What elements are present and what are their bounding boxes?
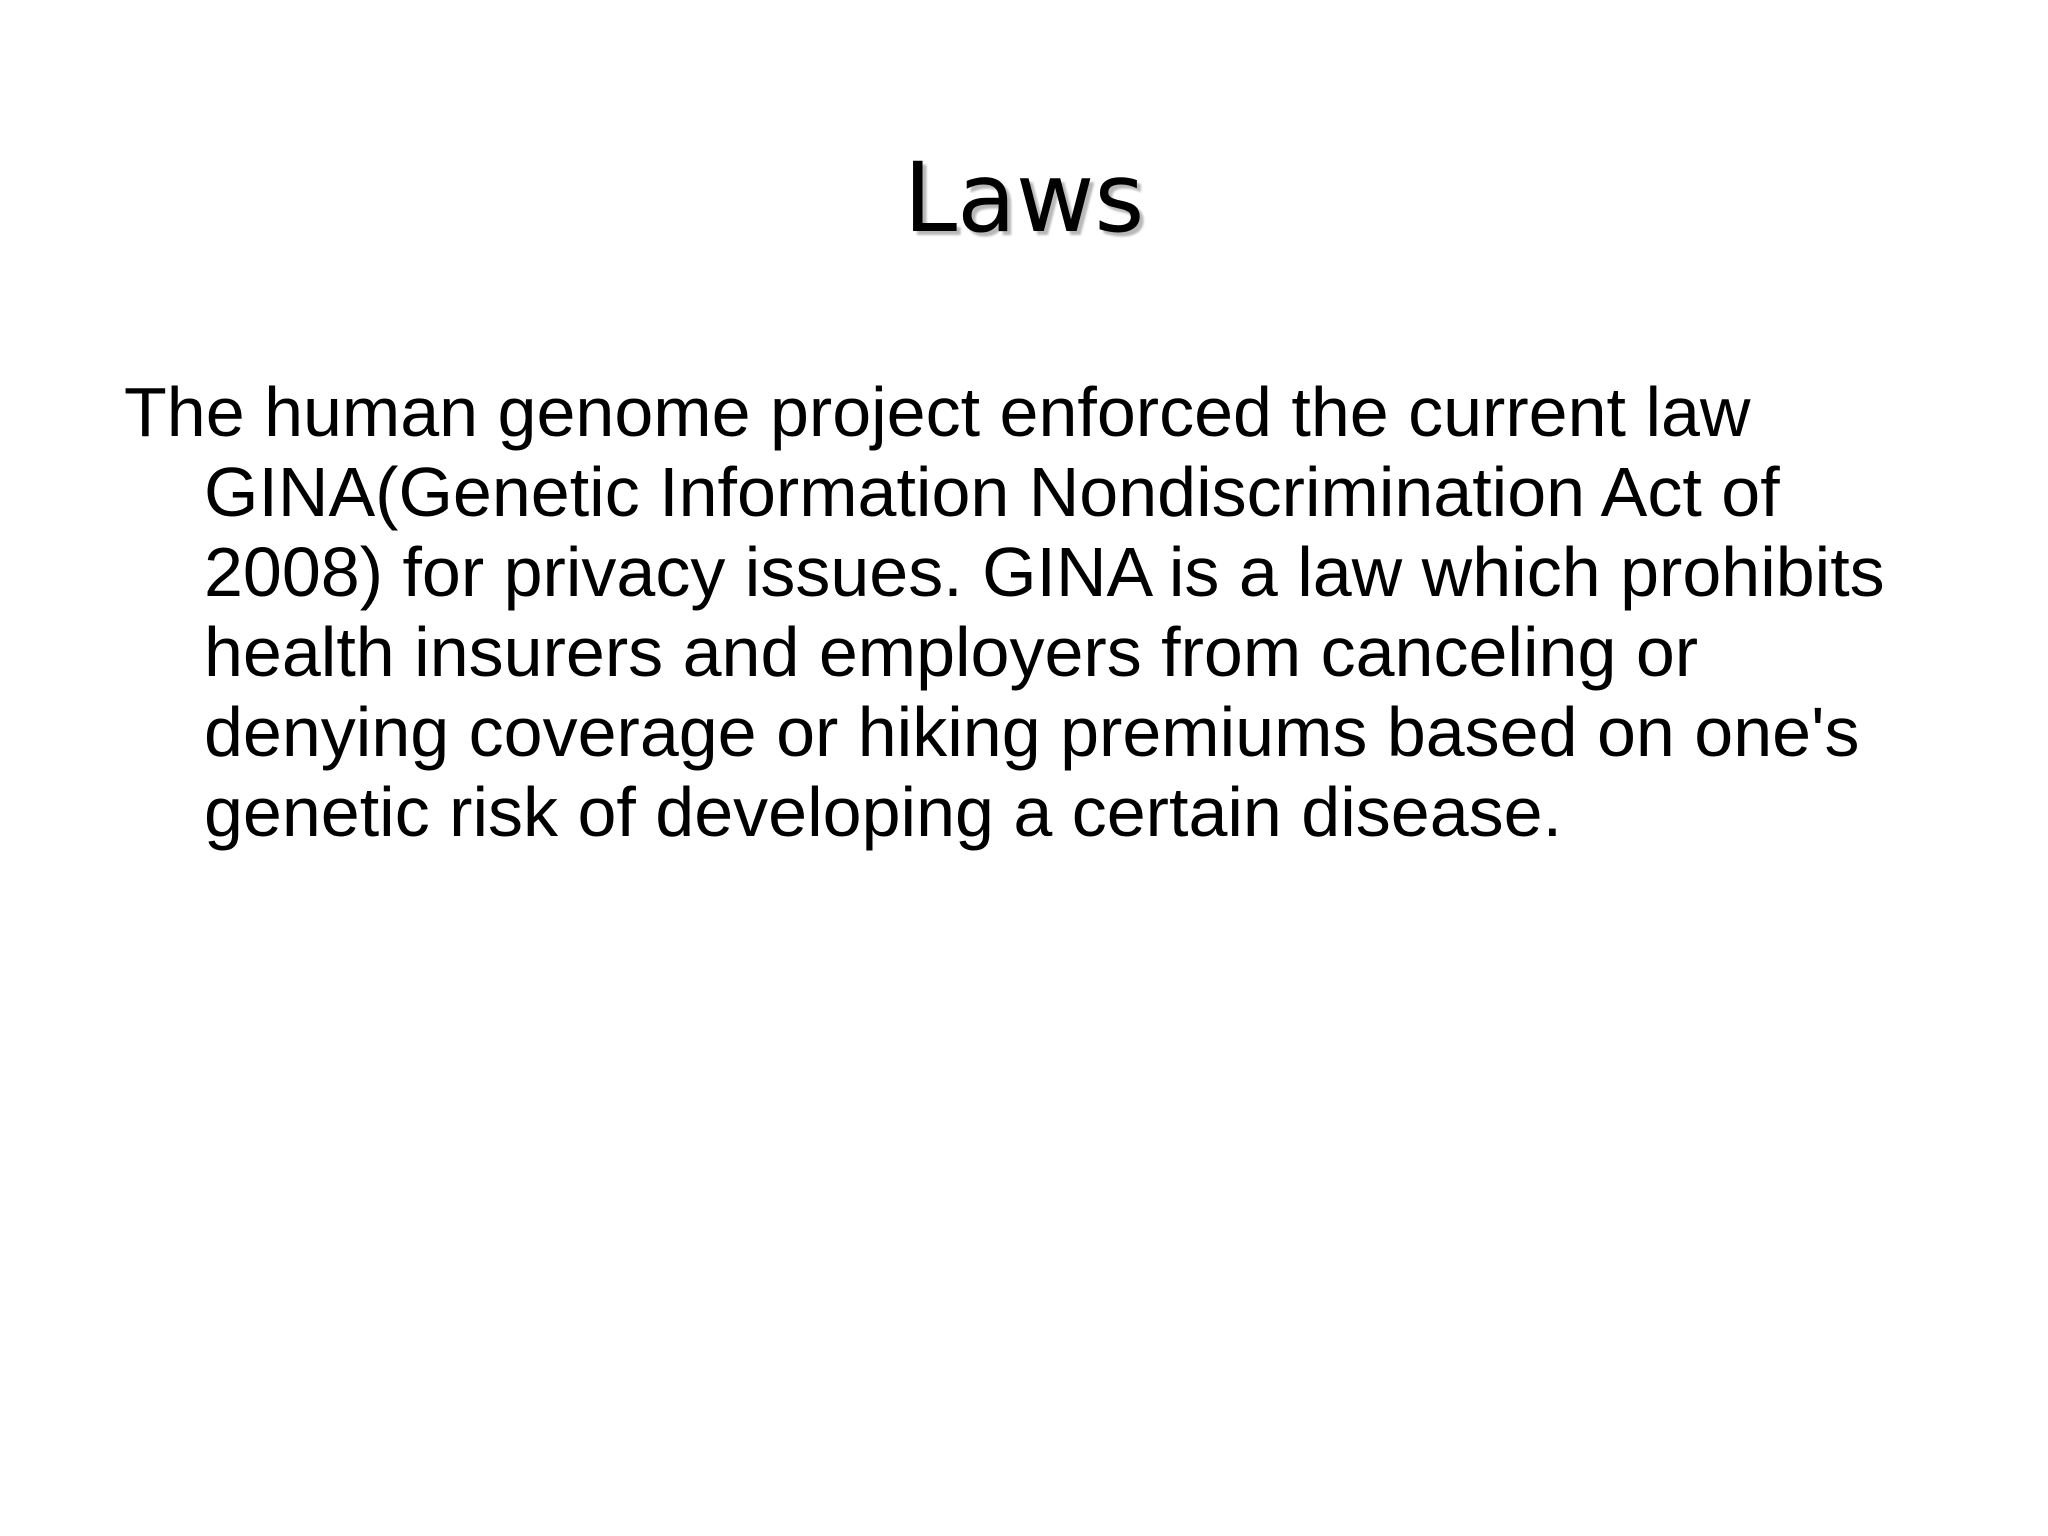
slide-body <box>124 372 1944 852</box>
body-paragraph: The human genome project enforced the current law GINA(Genetic Information Nondiscrimination Act of 2008) for privacy issues. GINA is a law which prohibits health insurers and employers from canceling or denying coverage or hiking premiums based on one's genetic risk of developing a certain disease. <box>124 373 1885 851</box>
slide-title: Laws <box>903 142 1145 254</box>
